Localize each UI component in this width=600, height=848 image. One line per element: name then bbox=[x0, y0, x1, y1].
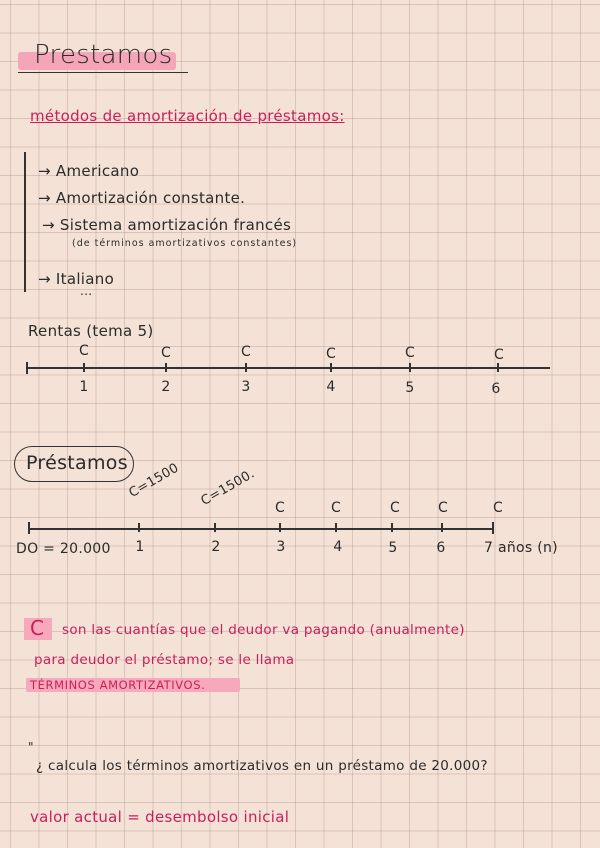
methods-ellipsis: ... bbox=[80, 284, 93, 298]
rentas-tick bbox=[497, 363, 499, 372]
prestamos-origin-tick bbox=[28, 522, 30, 534]
rentas-tick bbox=[330, 363, 332, 372]
prestamos-c-label: C bbox=[330, 500, 342, 516]
rentas-number: 2 bbox=[161, 379, 171, 395]
paragraph-first-letter: C bbox=[30, 616, 45, 640]
prestamos-number: 1 bbox=[135, 539, 145, 555]
prestamos-tick bbox=[335, 523, 337, 532]
prestamos-tick bbox=[391, 523, 393, 532]
rentas-number: 4 bbox=[326, 379, 336, 395]
prestamos-tick bbox=[279, 523, 281, 532]
valor-actual-note: valor actual = desembolso inicial bbox=[30, 808, 290, 826]
rentas-number: 5 bbox=[405, 380, 415, 396]
rentas-label: Rentas (tema 5) bbox=[28, 322, 154, 340]
method-item-italiano: → Italiano bbox=[38, 270, 115, 288]
paragraph-line-1: son las cuantías que el deudor va pagando (anualmente) bbox=[62, 622, 465, 638]
paragraph-line-2: para deudor el préstamo; se le llama bbox=[34, 652, 295, 668]
rentas-number: 6 bbox=[491, 381, 501, 397]
paragraph-line-3: TÉRMINOS AMORTIZATIVOS. bbox=[30, 678, 206, 692]
prestamos-c-label: C bbox=[437, 500, 449, 516]
rentas-axis bbox=[26, 367, 550, 369]
prestamos-number: 6 bbox=[436, 540, 446, 556]
prestamos-number: 5 bbox=[388, 540, 398, 556]
method-item-amortizacion-constante: → Amortización constante. bbox=[38, 189, 246, 207]
prestamos-tick bbox=[214, 523, 216, 532]
prestamos-c-label: C=1500. bbox=[198, 466, 258, 509]
prestamos-number: 3 bbox=[276, 539, 286, 555]
rentas-tick bbox=[409, 363, 411, 372]
rentas-tick bbox=[245, 363, 247, 372]
method-note: (de términos amortizativos constantes) bbox=[72, 238, 298, 249]
rentas-number: 1 bbox=[79, 379, 89, 395]
prestamos-c-label: C bbox=[274, 500, 286, 516]
list-bracket bbox=[24, 152, 26, 292]
prestamos-number: 4 bbox=[333, 539, 343, 555]
rentas-origin-tick bbox=[26, 362, 28, 374]
prestamos-c-label: C=1500 bbox=[126, 460, 182, 501]
method-item-americano: → Americano bbox=[38, 162, 140, 180]
method-item-frances: → Sistema amortización francés bbox=[42, 216, 292, 234]
question-quote-mark: " bbox=[28, 740, 34, 754]
page-title: Prestamos bbox=[34, 40, 173, 70]
rentas-c-label: C bbox=[240, 344, 252, 360]
prestamos-c-label: C bbox=[389, 500, 401, 516]
rentas-c-label: C bbox=[160, 345, 172, 361]
rentas-number: 3 bbox=[241, 379, 251, 395]
rentas-c-label: C bbox=[493, 347, 505, 363]
question-text: ¿ calcula los términos amortizativos en un préstamo de 20.000? bbox=[36, 758, 488, 774]
prestamos-origin-label: DO = 20.000 bbox=[16, 541, 111, 557]
prestamos-tick bbox=[138, 523, 140, 532]
rentas-c-label: C bbox=[325, 346, 337, 362]
prestamos-c-label: C bbox=[492, 500, 504, 516]
rentas-c-label: C bbox=[404, 345, 416, 361]
prestamos-heading: Préstamos bbox=[26, 452, 128, 474]
prestamos-tick bbox=[492, 522, 494, 534]
rentas-tick bbox=[165, 363, 167, 372]
rentas-tick bbox=[83, 363, 85, 372]
rentas-c-label: C bbox=[78, 343, 90, 359]
prestamos-tick bbox=[441, 523, 443, 532]
prestamos-number: 2 bbox=[211, 539, 221, 555]
subtitle: métodos de amortización de préstamos: bbox=[30, 107, 345, 125]
prestamos-years-label: 7 años (n) bbox=[484, 540, 558, 556]
title-underline bbox=[18, 72, 188, 73]
prestamos-axis bbox=[28, 528, 494, 530]
